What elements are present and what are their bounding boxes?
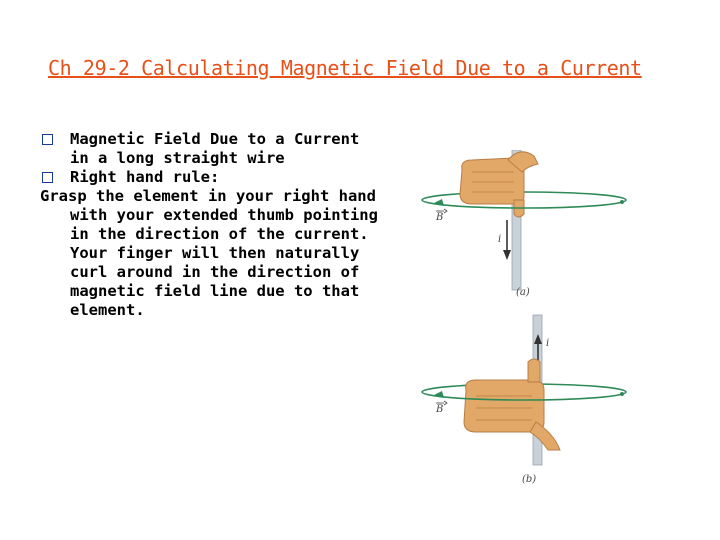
slide-title: Ch 29-2 Calculating Magnetic Field Due to a Current	[48, 56, 642, 80]
field-arrow-icon	[432, 391, 444, 398]
checkbox-bullet-icon	[42, 134, 53, 145]
right-hand-rule-figure	[410, 150, 640, 495]
field-dot	[620, 200, 624, 204]
bullet-text: Right hand rule:	[70, 168, 220, 186]
current-label-a: i	[498, 234, 502, 245]
field-dot	[620, 392, 624, 396]
bullet-item-magnetic-field	[40, 130, 380, 168]
bullet-item-right-hand-rule	[40, 168, 380, 187]
vector-arrow-icon	[444, 209, 447, 213]
panel-label-a: (a)	[516, 287, 530, 298]
current-arrow-down-icon	[503, 250, 511, 260]
current-label-b: i	[546, 338, 550, 349]
slide-body	[40, 130, 380, 320]
field-arrow-icon	[432, 199, 444, 206]
field-label-b: B	[436, 404, 444, 415]
field-label-a: B	[436, 212, 444, 223]
bullet-text: Magnetic Field Due to a Current in a long straight wire	[70, 130, 360, 167]
hand-icon	[464, 359, 560, 450]
panel-a	[422, 150, 626, 298]
panel-b	[422, 315, 626, 485]
right-hand-rule-paragraph: Grasp the element in your right hand with your extended thumb pointing in the direction of the current. Your finger will then naturally curl around in the direction of magnetic field line due to that element.	[40, 187, 378, 319]
checkbox-bullet-icon	[42, 172, 53, 183]
vector-arrow-icon	[444, 401, 447, 405]
panel-label-b: (b)	[522, 474, 537, 485]
